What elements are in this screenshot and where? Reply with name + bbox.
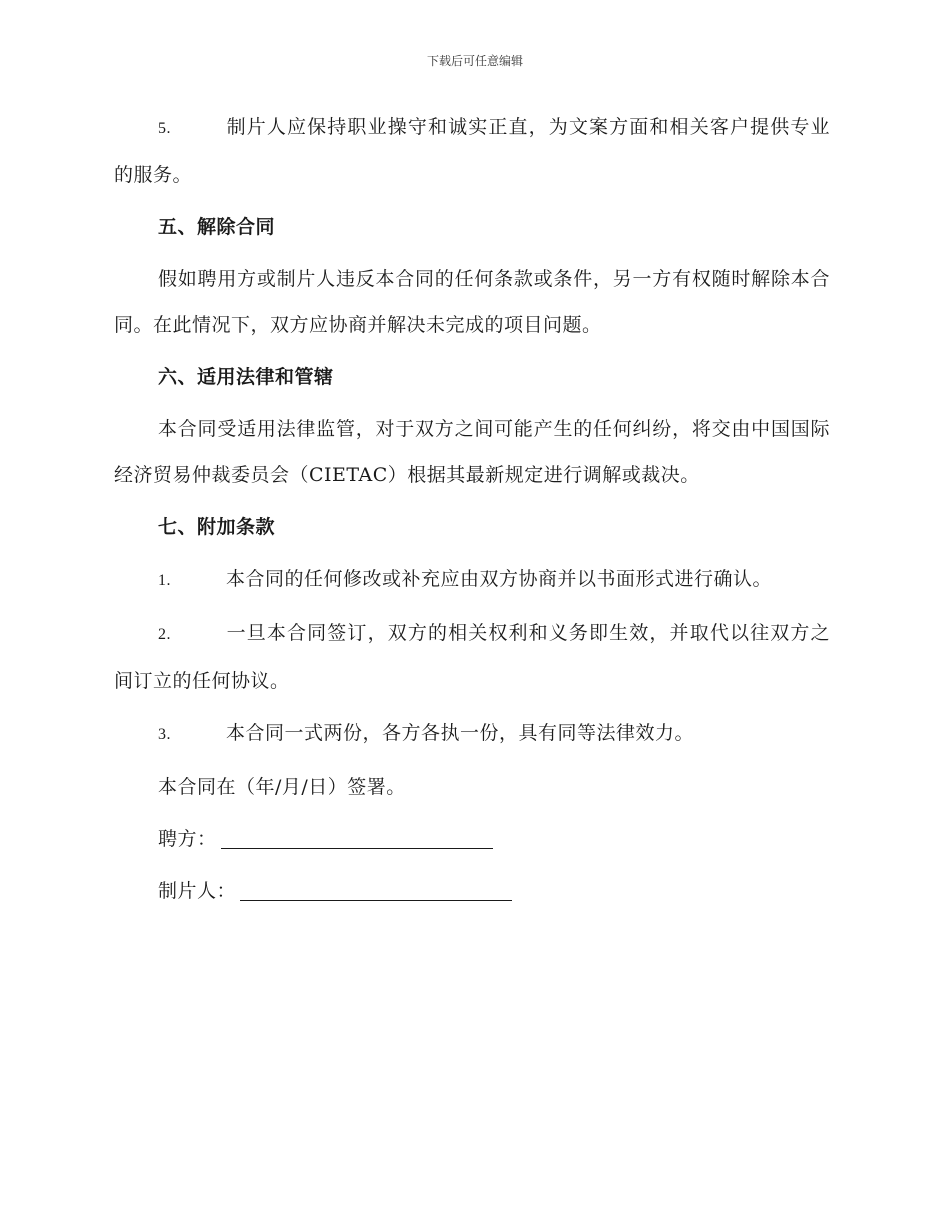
clause-text: 本合同的任何修改或补充应由双方协商并以书面形式进行确认。 [226,568,773,590]
clause-text: 本合同一式两份，各方各执一份，具有同等法律效力。 [226,722,695,744]
section-body-law: 本合同受适用法律监管，对于双方之间可能产生的任何纠纷，将交由中国国际经济贸易仲裁委员会（CIETAC）根据其最新规定进行调解或裁决。 [114,418,830,486]
section-heading-law: 六、适用法律和管辖 [158,366,334,388]
clause-number: 2. [158,626,171,643]
clause-item-5 [114,104,830,198]
employer-label: 聘方： [158,828,217,850]
employer-signature-row [114,816,830,862]
document-body [114,104,830,920]
clause-number: 3. [158,726,171,743]
clause-item-3 [114,710,830,758]
employer-signature-line[interactable] [221,826,493,849]
clause-number: 5. [158,120,171,137]
clause-item-2 [114,610,830,704]
section-heading-termination: 五、解除合同 [158,216,276,238]
clause-number: 1. [158,572,171,589]
signing-date-line: 本合同在（年/月/日）签署。 [158,776,406,798]
producer-signature-line[interactable] [240,878,512,901]
clause-item-1 [114,556,830,604]
page-header: 下载后可任意编辑 [426,54,523,68]
section-body-termination: 假如聘用方或制片人违反本合同的任何条款或条件，另一方有权随时解除本合同。在此情况下，双方应协商并解决未完成的项目问题。 [114,268,830,336]
section-heading-additional: 七、附加条款 [158,516,276,538]
producer-label: 制片人： [158,880,237,902]
clause-text: 一旦本合同签订，双方的相关权利和义务即生效，并取代以往双方之间订立的任何协议。 [114,622,830,692]
producer-signature-row [114,868,830,914]
clause-text: 制片人应保持职业操守和诚实正直，为文案方面和相关客户提供专业的服务。 [114,116,830,186]
